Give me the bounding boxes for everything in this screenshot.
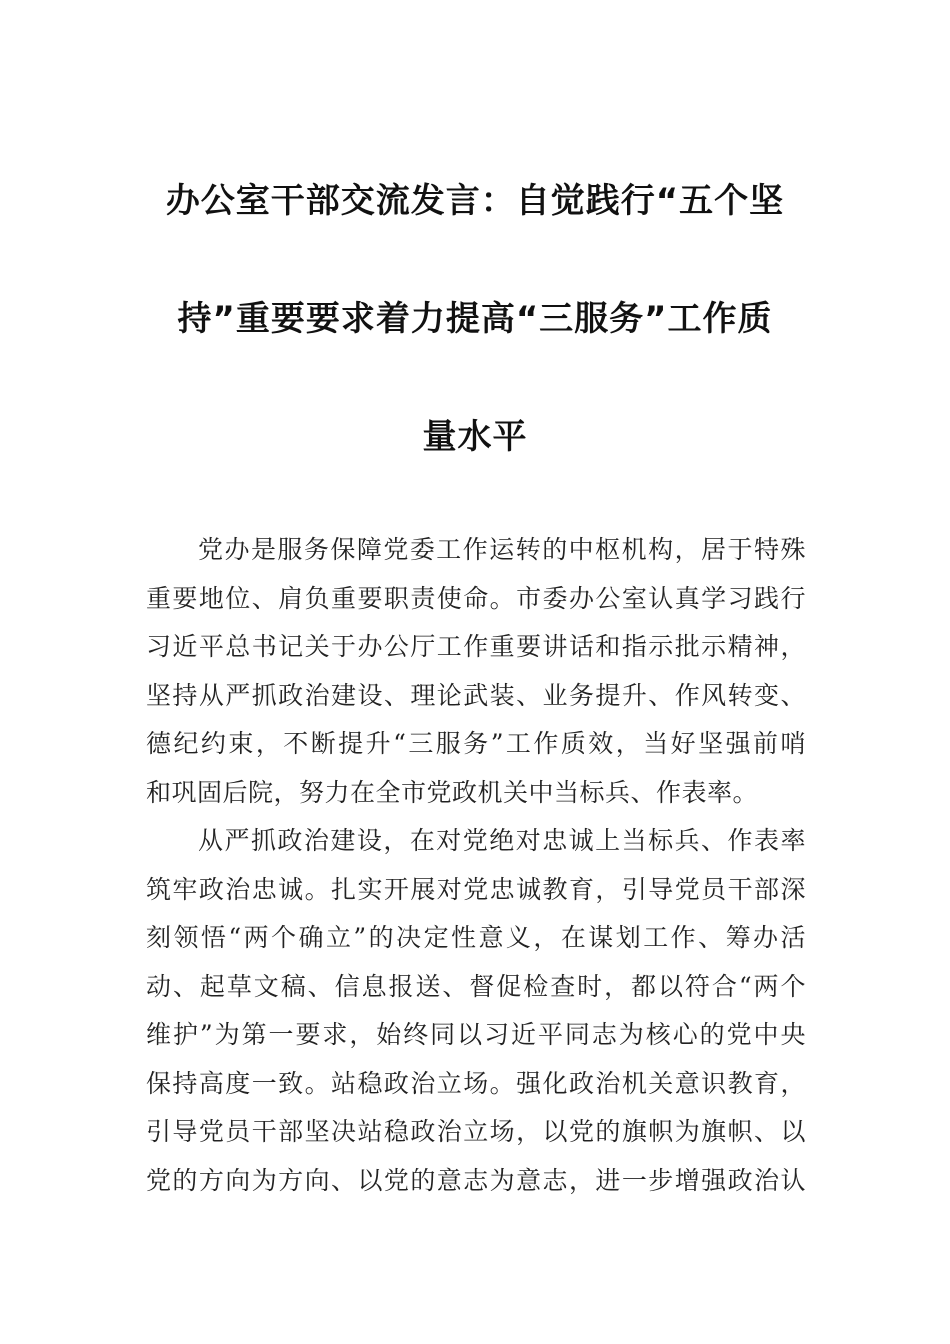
text-line: 引导党员干部坚决站稳政治立场，以党的旗帜为旗帜、以 [146, 1117, 806, 1146]
text-line: 党的方向为方向、以党的意志为意志，进一步增强政治认 [146, 1165, 806, 1195]
document-title [145, 142, 805, 496]
text-line: 维护”为第一要求，始终同以习近平同志为核心的党中央 [146, 1020, 806, 1049]
title-line: 持”重要要求着力提高“三服务”工作质 [177, 299, 773, 339]
text-line: 和巩固后院，努力在全市党政机关中当标兵、作表率。 [146, 777, 759, 807]
paragraph [146, 817, 806, 1205]
title-line: 量水平 [422, 417, 528, 457]
text-line: 重要地位、肩负重要职责使命。市委办公室认真学习践行 [146, 583, 806, 613]
text-line: 动、起草文稿、信息报送、督促检查时，都以符合“两个 [146, 971, 806, 1001]
text-line: 坚持从严抓政治建设、理论武装、业务提升、作风转变、 [146, 680, 806, 710]
text-line: 习近平总书记关于办公厅工作重要讲话和指示批示精神， [146, 632, 806, 661]
title-line: 办公室干部交流发言：自觉践行“五个坚 [165, 181, 785, 221]
text-line: 党办是服务保障党委工作运转的中枢机构，居于特殊 [198, 535, 806, 564]
text-line: 保持高度一致。站稳政治立场。强化政治机关意识教育， [146, 1068, 806, 1098]
text-line: 从严抓政治建设，在对党绝对忠诚上当标兵、作表率 [198, 826, 806, 855]
text-line: 刻领悟“两个确立”的决定性意义，在谋划工作、筹办活 [146, 923, 806, 952]
paragraph [146, 526, 806, 817]
text-line: 筑牢政治忠诚。扎实开展对党忠诚教育，引导党员干部深 [146, 874, 806, 904]
text-line: 德纪约束，不断提升“三服务”工作质效，当好坚强前哨 [146, 729, 806, 758]
document-body [146, 526, 806, 1205]
